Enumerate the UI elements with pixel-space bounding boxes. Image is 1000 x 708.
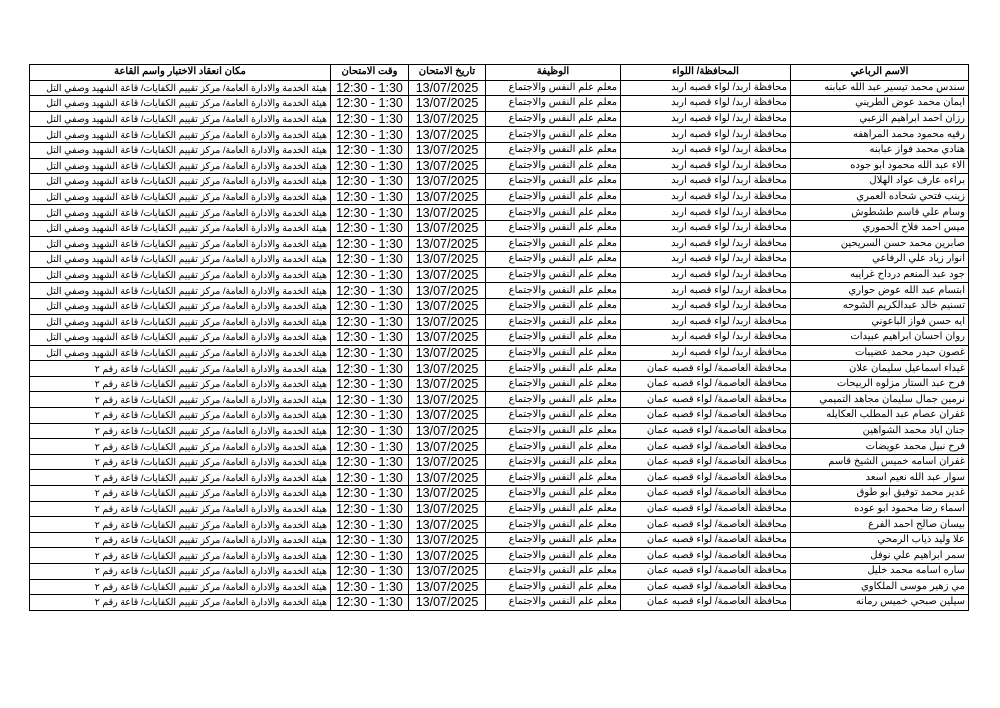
cell-exam-place: هيئة الخدمة والادارة العامة/ مركز تقييم الكفايات/ قاعة الشهيد وصفي التل <box>30 127 331 143</box>
table-row <box>30 189 969 205</box>
cell-exam-time: 12:30 - 1:30 <box>331 439 409 455</box>
cell-exam-place: هيئة الخدمة والادارة العامة/ مركز تقييم الكفايات/ قاعة رقم ٢ <box>30 532 331 548</box>
cell-exam-place: هيئة الخدمة والادارة العامة/ مركز تقييم الكفايات/ قاعة الشهيد وصفي التل <box>30 189 331 205</box>
cell-exam-time: 12:30 - 1:30 <box>331 376 409 392</box>
cell-name: زينب فتحي شحاده العمري <box>791 189 969 205</box>
table-row <box>30 579 969 595</box>
cell-governorate: محافظة اربد/ لواء قصبه اربد <box>621 220 791 236</box>
cell-job: معلم علم النفس والاجتماع <box>486 220 621 236</box>
cell-exam-time: 12:30 - 1:30 <box>331 517 409 533</box>
cell-job: معلم علم النفس والاجتماع <box>486 376 621 392</box>
cell-job: معلم علم النفس والاجتماع <box>486 142 621 158</box>
cell-exam-date: 13/07/2025 <box>409 579 486 595</box>
cell-exam-place: هيئة الخدمة والادارة العامة/ مركز تقييم الكفايات/ قاعة الشهيد وصفي التل <box>30 330 331 346</box>
cell-name: تسنيم خالد عبدالكريم الشوحه <box>791 298 969 314</box>
cell-name: هنادي محمد فواز عبابنه <box>791 142 969 158</box>
cell-exam-time: 12:30 - 1:30 <box>331 595 409 611</box>
cell-job: معلم علم النفس والاجتماع <box>486 595 621 611</box>
cell-exam-place: هيئة الخدمة والادارة العامة/ مركز تقييم الكفايات/ قاعة الشهيد وصفي التل <box>30 267 331 283</box>
table-row <box>30 486 969 502</box>
cell-exam-time: 12:30 - 1:30 <box>331 470 409 486</box>
cell-name: ابتسام عبد الله عوض حواري <box>791 283 969 299</box>
cell-exam-date: 13/07/2025 <box>409 267 486 283</box>
cell-governorate: محافظة اربد/ لواء قصبه اربد <box>621 127 791 143</box>
cell-exam-date: 13/07/2025 <box>409 189 486 205</box>
cell-job: معلم علم النفس والاجتماع <box>486 532 621 548</box>
cell-job: معلم علم النفس والاجتماع <box>486 454 621 470</box>
cell-exam-time: 12:30 - 1:30 <box>331 579 409 595</box>
cell-exam-time: 12:30 - 1:30 <box>331 330 409 346</box>
cell-name: الاء عبد الله محمود ابو جوده <box>791 158 969 174</box>
cell-exam-place: هيئة الخدمة والادارة العامة/ مركز تقييم الكفايات/ قاعة الشهيد وصفي التل <box>30 298 331 314</box>
cell-exam-place: هيئة الخدمة والادارة العامة/ مركز تقييم الكفايات/ قاعة الشهيد وصفي التل <box>30 314 331 330</box>
cell-job: معلم علم النفس والاجتماع <box>486 564 621 580</box>
cell-governorate: محافظة العاصمة/ لواء قصبه عمان <box>621 595 791 611</box>
cell-exam-time: 12:30 - 1:30 <box>331 205 409 221</box>
table-row <box>30 408 969 424</box>
cell-name: غيداء اسماعيل سليمان علان <box>791 361 969 377</box>
table-row <box>30 283 969 299</box>
cell-exam-date: 13/07/2025 <box>409 252 486 268</box>
cell-exam-place: هيئة الخدمة والادارة العامة/ مركز تقييم الكفايات/ قاعة الشهيد وصفي التل <box>30 252 331 268</box>
cell-job: معلم علم النفس والاجتماع <box>486 252 621 268</box>
cell-name: سوار عبد الله نعيم اسعد <box>791 470 969 486</box>
cell-name: علا وليد ذياب الرمحي <box>791 532 969 548</box>
cell-exam-date: 13/07/2025 <box>409 220 486 236</box>
cell-exam-place: هيئة الخدمة والادارة العامة/ مركز تقييم الكفايات/ قاعة الشهيد وصفي التل <box>30 220 331 236</box>
table-row <box>30 298 969 314</box>
table-row <box>30 376 969 392</box>
cell-job: معلم علم النفس والاجتماع <box>486 205 621 221</box>
table-row <box>30 127 969 143</box>
cell-job: معلم علم النفس والاجتماع <box>486 236 621 252</box>
cell-governorate: محافظة العاصمة/ لواء قصبه عمان <box>621 517 791 533</box>
cell-name: براءه عارف عواد الهلال <box>791 174 969 190</box>
cell-job: معلم علم النفس والاجتماع <box>486 127 621 143</box>
table-row <box>30 236 969 252</box>
table-row <box>30 439 969 455</box>
cell-name: سيلين صبحي خميس رمانه <box>791 595 969 611</box>
cell-name: فرح نبيل محمد عويضات <box>791 439 969 455</box>
cell-governorate: محافظة العاصمة/ لواء قصبه عمان <box>621 361 791 377</box>
cell-exam-date: 13/07/2025 <box>409 454 486 470</box>
exam-schedule-sheet <box>29 64 968 611</box>
cell-name: غدير محمد توفيق ابو طوق <box>791 486 969 502</box>
cell-governorate: محافظة اربد/ لواء قصبه اربد <box>621 267 791 283</box>
cell-name: فرح عبد الستار مزلوه الربيحات <box>791 376 969 392</box>
cell-exam-time: 12:30 - 1:30 <box>331 423 409 439</box>
table-row <box>30 174 969 190</box>
cell-exam-date: 13/07/2025 <box>409 470 486 486</box>
table-row <box>30 423 969 439</box>
cell-name: رزان احمد ابراهيم الزعبي <box>791 111 969 127</box>
cell-exam-time: 12:30 - 1:30 <box>331 486 409 502</box>
cell-exam-place: هيئة الخدمة والادارة العامة/ مركز تقييم الكفايات/ قاعة الشهيد وصفي التل <box>30 158 331 174</box>
cell-exam-date: 13/07/2025 <box>409 330 486 346</box>
cell-exam-place: هيئة الخدمة والادارة العامة/ مركز تقييم الكفايات/ قاعة الشهيد وصفي التل <box>30 80 331 96</box>
cell-exam-place: هيئة الخدمة والادارة العامة/ مركز تقييم الكفايات/ قاعة رقم ٢ <box>30 501 331 517</box>
cell-exam-time: 12:30 - 1:30 <box>331 501 409 517</box>
cell-governorate: محافظة اربد/ لواء قصبه اربد <box>621 205 791 221</box>
cell-name: انوار زياد علي الرفاعي <box>791 252 969 268</box>
table-row <box>30 454 969 470</box>
cell-exam-date: 13/07/2025 <box>409 517 486 533</box>
cell-job: معلم علم النفس والاجتماع <box>486 189 621 205</box>
cell-job: معلم علم النفس والاجتماع <box>486 392 621 408</box>
table-row <box>30 267 969 283</box>
cell-name: مي زهير موسى الملكاوي <box>791 579 969 595</box>
cell-governorate: محافظة اربد/ لواء قصبه اربد <box>621 174 791 190</box>
cell-exam-time: 12:30 - 1:30 <box>331 189 409 205</box>
cell-governorate: محافظة العاصمة/ لواء قصبه عمان <box>621 376 791 392</box>
cell-exam-place: هيئة الخدمة والادارة العامة/ مركز تقييم الكفايات/ قاعة رقم ٢ <box>30 470 331 486</box>
cell-exam-place: هيئة الخدمة والادارة العامة/ مركز تقييم الكفايات/ قاعة رقم ٢ <box>30 408 331 424</box>
cell-exam-time: 12:30 - 1:30 <box>331 408 409 424</box>
cell-exam-place: هيئة الخدمة والادارة العامة/ مركز تقييم الكفايات/ قاعة الشهيد وصفي التل <box>30 174 331 190</box>
cell-exam-date: 13/07/2025 <box>409 486 486 502</box>
cell-exam-date: 13/07/2025 <box>409 111 486 127</box>
column-header-exam-date: تاريخ الامتحان <box>409 65 486 81</box>
column-header-exam-place: مكان انعقاد الاختبار واسم القاعة <box>30 65 331 81</box>
cell-exam-time: 12:30 - 1:30 <box>331 174 409 190</box>
cell-governorate: محافظة العاصمة/ لواء قصبه عمان <box>621 454 791 470</box>
cell-exam-date: 13/07/2025 <box>409 158 486 174</box>
cell-exam-place: هيئة الخدمة والادارة العامة/ مركز تقييم الكفايات/ قاعة رقم ٢ <box>30 564 331 580</box>
cell-governorate: محافظة العاصمة/ لواء قصبه عمان <box>621 548 791 564</box>
table-row <box>30 220 969 236</box>
cell-governorate: محافظة العاصمة/ لواء قصبه عمان <box>621 564 791 580</box>
cell-name: جود عبد المنعم درداح غرايبه <box>791 267 969 283</box>
cell-exam-place: هيئة الخدمة والادارة العامة/ مركز تقييم الكفايات/ قاعة رقم ٢ <box>30 439 331 455</box>
cell-exam-time: 12:30 - 1:30 <box>331 111 409 127</box>
cell-job: معلم علم النفس والاجتماع <box>486 439 621 455</box>
cell-name: غفران اسامه خميس الشيخ قاسم <box>791 454 969 470</box>
cell-name: وسام علي قاسم طشطوش <box>791 205 969 221</box>
cell-exam-date: 13/07/2025 <box>409 408 486 424</box>
cell-exam-date: 13/07/2025 <box>409 283 486 299</box>
cell-exam-place: هيئة الخدمة والادارة العامة/ مركز تقييم الكفايات/ قاعة رقم ٢ <box>30 376 331 392</box>
cell-job: معلم علم النفس والاجتماع <box>486 517 621 533</box>
cell-job: معلم علم النفس والاجتماع <box>486 298 621 314</box>
cell-job: معلم علم النفس والاجتماع <box>486 361 621 377</box>
table-row <box>30 330 969 346</box>
cell-governorate: محافظة العاصمة/ لواء قصبه عمان <box>621 408 791 424</box>
column-header-governorate: المحافظة/ اللواء <box>621 65 791 81</box>
cell-exam-place: هيئة الخدمة والادارة العامة/ مركز تقييم الكفايات/ قاعة رقم ٢ <box>30 595 331 611</box>
cell-exam-time: 12:30 - 1:30 <box>331 564 409 580</box>
table-row <box>30 564 969 580</box>
cell-governorate: محافظة اربد/ لواء قصبه اربد <box>621 142 791 158</box>
cell-exam-time: 12:30 - 1:30 <box>331 252 409 268</box>
table-row <box>30 158 969 174</box>
table-row <box>30 345 969 361</box>
cell-exam-place: هيئة الخدمة والادارة العامة/ مركز تقييم الكفايات/ قاعة رقم ٢ <box>30 423 331 439</box>
cell-governorate: محافظة العاصمة/ لواء قصبه عمان <box>621 501 791 517</box>
cell-governorate: محافظة اربد/ لواء قصبه اربد <box>621 345 791 361</box>
cell-name: جنان اياد محمد الشواهين <box>791 423 969 439</box>
table-row <box>30 517 969 533</box>
cell-exam-time: 12:30 - 1:30 <box>331 283 409 299</box>
cell-governorate: محافظة العاصمة/ لواء قصبه عمان <box>621 423 791 439</box>
cell-exam-date: 13/07/2025 <box>409 298 486 314</box>
cell-exam-date: 13/07/2025 <box>409 532 486 548</box>
cell-exam-place: هيئة الخدمة والادارة العامة/ مركز تقييم الكفايات/ قاعة الشهيد وصفي التل <box>30 111 331 127</box>
table-header-row <box>30 65 969 81</box>
cell-exam-time: 12:30 - 1:30 <box>331 314 409 330</box>
cell-exam-time: 12:30 - 1:30 <box>331 267 409 283</box>
cell-governorate: محافظة العاصمة/ لواء قصبه عمان <box>621 486 791 502</box>
cell-exam-date: 13/07/2025 <box>409 236 486 252</box>
cell-name: صابرين محمد حسن السريحين <box>791 236 969 252</box>
cell-exam-time: 12:30 - 1:30 <box>331 80 409 96</box>
cell-exam-time: 12:30 - 1:30 <box>331 345 409 361</box>
cell-exam-date: 13/07/2025 <box>409 423 486 439</box>
cell-name: اسماء رضا محمود ابو عوده <box>791 501 969 517</box>
table-row <box>30 548 969 564</box>
cell-exam-time: 12:30 - 1:30 <box>331 220 409 236</box>
cell-job: معلم علم النفس والاجتماع <box>486 486 621 502</box>
cell-job: معلم علم النفس والاجتماع <box>486 408 621 424</box>
table-row <box>30 142 969 158</box>
cell-job: معلم علم النفس والاجتماع <box>486 283 621 299</box>
cell-name: ايه حسن فواز الباعوني <box>791 314 969 330</box>
cell-job: معلم علم النفس والاجتماع <box>486 174 621 190</box>
cell-exam-time: 12:30 - 1:30 <box>331 142 409 158</box>
cell-exam-place: هيئة الخدمة والادارة العامة/ مركز تقييم الكفايات/ قاعة رقم ٢ <box>30 361 331 377</box>
table-row <box>30 470 969 486</box>
cell-exam-place: هيئة الخدمة والادارة العامة/ مركز تقييم الكفايات/ قاعة الشهيد وصفي التل <box>30 142 331 158</box>
cell-name: غصون حيدر محمد عضيبات <box>791 345 969 361</box>
cell-exam-time: 12:30 - 1:30 <box>331 454 409 470</box>
cell-exam-date: 13/07/2025 <box>409 564 486 580</box>
cell-governorate: محافظة اربد/ لواء قصبه اربد <box>621 111 791 127</box>
cell-name: ساره اسامه محمد خليل <box>791 564 969 580</box>
cell-exam-date: 13/07/2025 <box>409 595 486 611</box>
table-row <box>30 361 969 377</box>
cell-name: روان احسان ابراهيم عبيدات <box>791 330 969 346</box>
cell-name: ايمان محمد عوض الطريني <box>791 96 969 112</box>
cell-governorate: محافظة اربد/ لواء قصبه اربد <box>621 314 791 330</box>
table-row <box>30 532 969 548</box>
cell-exam-time: 12:30 - 1:30 <box>331 127 409 143</box>
cell-exam-date: 13/07/2025 <box>409 376 486 392</box>
cell-job: معلم علم النفس والاجتماع <box>486 579 621 595</box>
cell-exam-time: 12:30 - 1:30 <box>331 361 409 377</box>
cell-name: سمر ابراهيم علي نوفل <box>791 548 969 564</box>
cell-exam-place: هيئة الخدمة والادارة العامة/ مركز تقييم الكفايات/ قاعة رقم ٢ <box>30 548 331 564</box>
table-row <box>30 392 969 408</box>
cell-governorate: محافظة اربد/ لواء قصبه اربد <box>621 236 791 252</box>
column-header-exam-time: وقت الامتحان <box>331 65 409 81</box>
cell-name: رقيه محمود محمد المراهفه <box>791 127 969 143</box>
cell-exam-place: هيئة الخدمة والادارة العامة/ مركز تقييم الكفايات/ قاعة الشهيد وصفي التل <box>30 283 331 299</box>
cell-exam-date: 13/07/2025 <box>409 142 486 158</box>
cell-exam-date: 13/07/2025 <box>409 80 486 96</box>
cell-governorate: محافظة العاصمة/ لواء قصبه عمان <box>621 532 791 548</box>
table-body <box>30 80 969 610</box>
cell-exam-time: 12:30 - 1:30 <box>331 532 409 548</box>
cell-exam-place: هيئة الخدمة والادارة العامة/ مركز تقييم الكفايات/ قاعة الشهيد وصفي التل <box>30 96 331 112</box>
cell-exam-time: 12:30 - 1:30 <box>331 236 409 252</box>
cell-name: نرمين جمال سليمان مجاهد التميمي <box>791 392 969 408</box>
cell-governorate: محافظة العاصمة/ لواء قصبه عمان <box>621 439 791 455</box>
cell-exam-place: هيئة الخدمة والادارة العامة/ مركز تقييم الكفايات/ قاعة الشهيد وصفي التل <box>30 345 331 361</box>
cell-exam-date: 13/07/2025 <box>409 127 486 143</box>
cell-governorate: محافظة اربد/ لواء قصبه اربد <box>621 189 791 205</box>
table-row <box>30 111 969 127</box>
cell-governorate: محافظة اربد/ لواء قصبه اربد <box>621 298 791 314</box>
cell-exam-time: 12:30 - 1:30 <box>331 96 409 112</box>
table-row <box>30 252 969 268</box>
cell-job: معلم علم النفس والاجتماع <box>486 345 621 361</box>
column-header-name: الاسم الرباعي <box>791 65 969 81</box>
cell-name: سندس محمد تيسير عبد الله عبابنه <box>791 80 969 96</box>
column-header-job: الوظيفة <box>486 65 621 81</box>
cell-exam-date: 13/07/2025 <box>409 548 486 564</box>
cell-exam-date: 13/07/2025 <box>409 501 486 517</box>
cell-exam-time: 12:30 - 1:30 <box>331 158 409 174</box>
cell-job: معلم علم النفس والاجتماع <box>486 80 621 96</box>
cell-exam-place: هيئة الخدمة والادارة العامة/ مركز تقييم الكفايات/ قاعة رقم ٢ <box>30 517 331 533</box>
cell-exam-place: هيئة الخدمة والادارة العامة/ مركز تقييم الكفايات/ قاعة رقم ٢ <box>30 454 331 470</box>
cell-exam-time: 12:30 - 1:30 <box>331 392 409 408</box>
cell-governorate: محافظة العاصمة/ لواء قصبه عمان <box>621 579 791 595</box>
cell-governorate: محافظة اربد/ لواء قصبه اربد <box>621 330 791 346</box>
cell-governorate: محافظة اربد/ لواء قصبه اربد <box>621 252 791 268</box>
cell-name: بيسان صالح احمد الفرع <box>791 517 969 533</box>
cell-job: معلم علم النفس والاجتماع <box>486 314 621 330</box>
cell-exam-date: 13/07/2025 <box>409 205 486 221</box>
table-row <box>30 205 969 221</box>
cell-exam-date: 13/07/2025 <box>409 96 486 112</box>
cell-job: معلم علم النفس والاجتماع <box>486 267 621 283</box>
table-row <box>30 501 969 517</box>
cell-job: معلم علم النفس والاجتماع <box>486 501 621 517</box>
cell-job: معلم علم النفس والاجتماع <box>486 96 621 112</box>
cell-exam-time: 12:30 - 1:30 <box>331 298 409 314</box>
cell-exam-date: 13/07/2025 <box>409 345 486 361</box>
cell-exam-place: هيئة الخدمة والادارة العامة/ مركز تقييم الكفايات/ قاعة الشهيد وصفي التل <box>30 205 331 221</box>
cell-exam-date: 13/07/2025 <box>409 361 486 377</box>
table-row <box>30 314 969 330</box>
cell-job: معلم علم النفس والاجتماع <box>486 423 621 439</box>
cell-job: معلم علم النفس والاجتماع <box>486 330 621 346</box>
cell-governorate: محافظة اربد/ لواء قصبه اربد <box>621 283 791 299</box>
cell-exam-time: 12:30 - 1:30 <box>331 548 409 564</box>
table-row <box>30 96 969 112</box>
cell-exam-date: 13/07/2025 <box>409 439 486 455</box>
cell-exam-place: هيئة الخدمة والادارة العامة/ مركز تقييم الكفايات/ قاعة رقم ٢ <box>30 392 331 408</box>
cell-exam-date: 13/07/2025 <box>409 392 486 408</box>
cell-exam-place: هيئة الخدمة والادارة العامة/ مركز تقييم الكفايات/ قاعة رقم ٢ <box>30 579 331 595</box>
cell-governorate: محافظة اربد/ لواء قصبه اربد <box>621 158 791 174</box>
table-row <box>30 80 969 96</box>
cell-exam-place: هيئة الخدمة والادارة العامة/ مركز تقييم الكفايات/ قاعة الشهيد وصفي التل <box>30 236 331 252</box>
cell-governorate: محافظة العاصمة/ لواء قصبه عمان <box>621 470 791 486</box>
cell-governorate: محافظة اربد/ لواء قصبه اربد <box>621 96 791 112</box>
cell-governorate: محافظة العاصمة/ لواء قصبه عمان <box>621 392 791 408</box>
cell-exam-date: 13/07/2025 <box>409 174 486 190</box>
cell-governorate: محافظة اربد/ لواء قصبه اربد <box>621 80 791 96</box>
cell-job: معلم علم النفس والاجتماع <box>486 158 621 174</box>
cell-job: معلم علم النفس والاجتماع <box>486 548 621 564</box>
cell-exam-date: 13/07/2025 <box>409 314 486 330</box>
table-row <box>30 595 969 611</box>
exam-schedule-table <box>29 64 969 611</box>
cell-job: معلم علم النفس والاجتماع <box>486 111 621 127</box>
cell-name: غفران عصام عبد المطلب العكايله <box>791 408 969 424</box>
cell-name: ميس احمد فلاح الحموري <box>791 220 969 236</box>
cell-exam-place: هيئة الخدمة والادارة العامة/ مركز تقييم الكفايات/ قاعة رقم ٢ <box>30 486 331 502</box>
cell-job: معلم علم النفس والاجتماع <box>486 470 621 486</box>
